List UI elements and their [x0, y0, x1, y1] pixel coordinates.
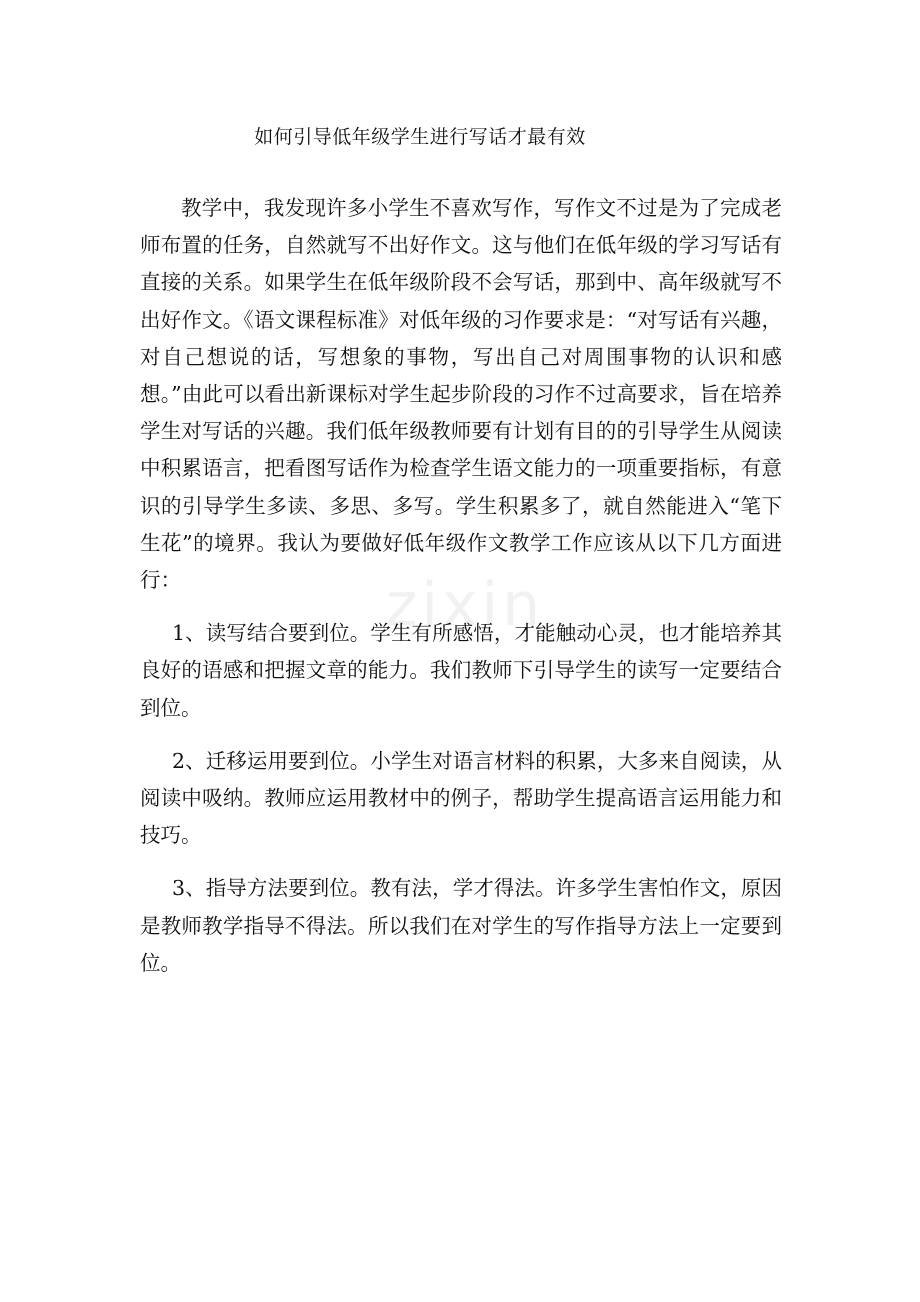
paragraph-intro: 教学中，我发现许多小学生不喜欢写作，写作文不过是为了完成老师布置的任务，自然就写不出好作文。这与他们在低年级的学习写话有直接的关系。如果学生在低年级阶段不会写话，那到中、高年级就写不出好作文。《语文课程标准》对低年级的习作要求是：“对写话有兴趣，对自己想说的话，写想象的事物，写出自己对周围事物的认识和感想。”由此可以看出新课标对学生起步阶段的习作不过高要求，旨在培养学生对写话的兴趣。我们低年级教师要有计划有目的的引导学生从阅读中积累语言，把看图写话作为检查学生语文能力的一项重要指标，有意识的引导学生多读、多思、多写。学生积累多了，就自然能进入“笔下生花”的境界。我认为要做好低年级作文教学工作应该从以下几方面进行： — [140, 196, 782, 593]
paragraph-point-2: 2、迁移运用要到位。小学生对语言材料的积累，大多来自阅读，从阅读中吸纳。教师应运用教材中的例子，帮助学生提高语言运用能力和技巧。 — [140, 748, 782, 848]
paragraph-point-1: 1、读写结合要到位。学生有所感悟，才能触动心灵，也才能培养其良好的语感和把握文章的能力。我们教师下引导学生的读写一定要结合到位。 — [140, 621, 782, 720]
paragraph-point-3: 3、指导方法要到位。教有法，学才得法。许多学生害怕作文，原因是教师教学指导不得法。所以我们在对学生的写作指导方法上一定要到位。 — [140, 876, 782, 975]
watermark: zixin — [385, 570, 545, 640]
document-body — [140, 190, 782, 998]
document-title: 如何引导低年级学生进行写话才最有效 — [254, 126, 586, 148]
